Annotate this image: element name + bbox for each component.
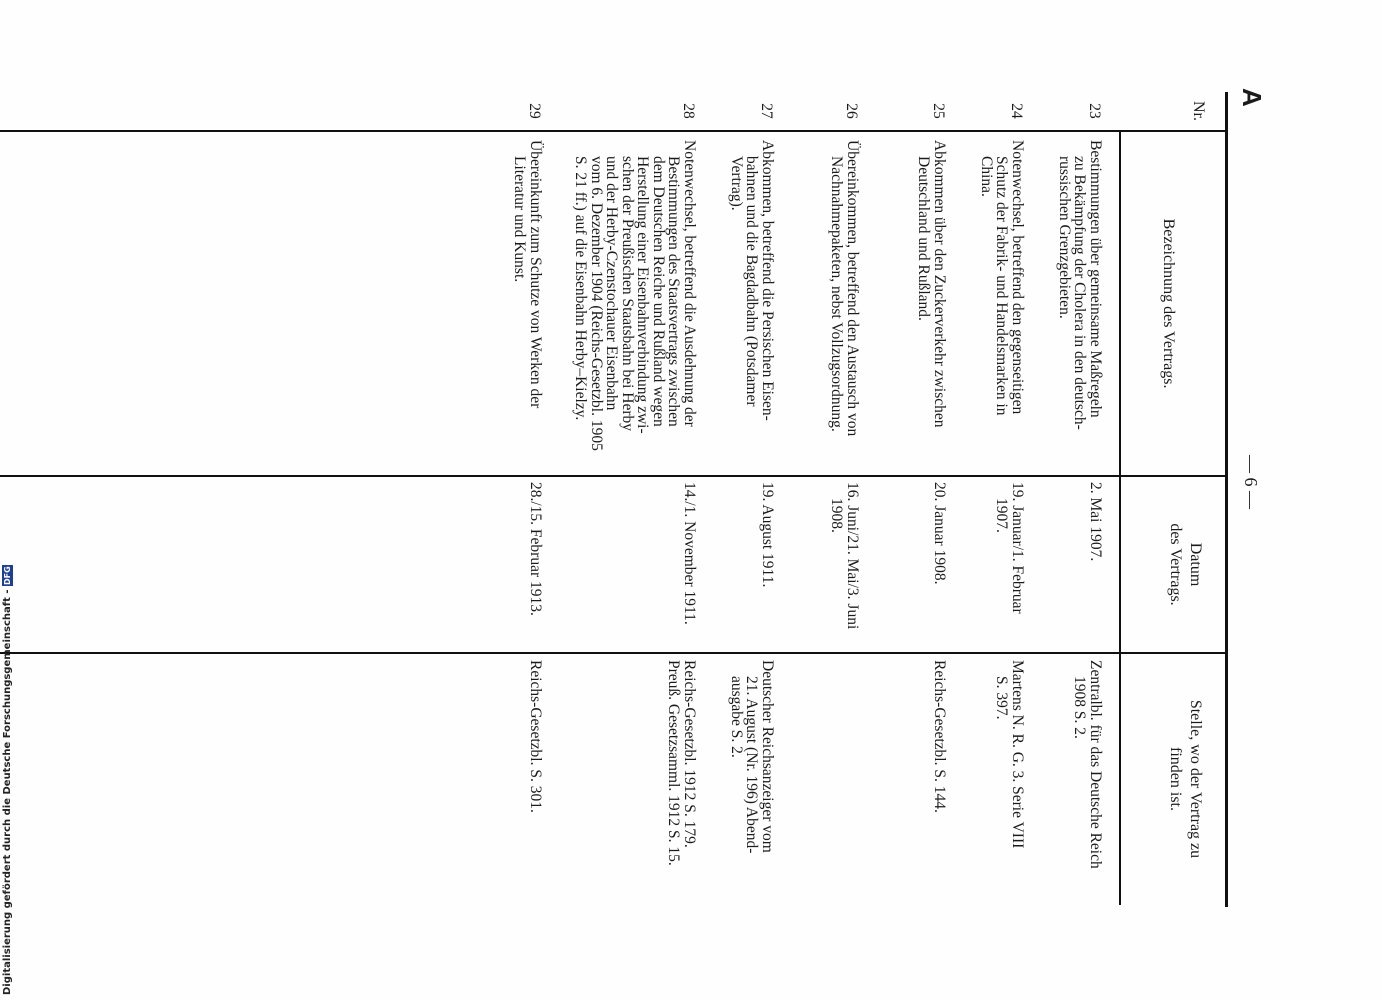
row-27-stelle-line: Deutscher Reichsanzeiger vom — [759, 660, 776, 853]
row-27-bez-line: Vertrag). — [728, 156, 745, 211]
header-bezeichnung: Bezeichnung des Vertrags. — [1160, 218, 1177, 389]
row-28-bez-line: schen der Preußischen Staatsbahn bei Herby — [619, 156, 636, 432]
row-25-datum — [932, 482, 948, 650]
row-28-nr: 28 — [680, 103, 697, 119]
row-28-bez-line: vom 6. Dezember 1904 (Reichs-Gesetzbl. 1905 — [588, 156, 605, 451]
row-25-nr: 25 — [930, 103, 947, 119]
row-28-bez-line: dem Deutschen Reiche und Rußland wegen — [650, 156, 667, 427]
row-27-stelle-line: 21. August (Nr. 196) Abend- — [743, 676, 761, 854]
row-27-datum — [760, 482, 776, 650]
header-nr: Nr. — [1190, 101, 1207, 121]
row-27-bez-line: bahnen und die Bagdadbahn (Potsdamer — [743, 156, 761, 407]
row-24-bez-line: China. — [978, 156, 995, 197]
row-26-bez-line: Nachnahmepaketen, nebst Vollzugsordnung. — [828, 156, 846, 432]
row-24-stelle — [994, 660, 1025, 900]
row-26-bez-line: Übereinkommen, betreffend den Austausch von — [844, 140, 861, 437]
rule-col-bez — [0, 475, 1225, 477]
row-29-datum-line: 28./15. Februar 1913. — [527, 482, 544, 616]
row-23-stelle-line: Zentralbl. für das Deutsche Reich — [1087, 660, 1104, 869]
row-24-stelle-line: Martens N. R. G. 3. Serie VIII — [1009, 660, 1026, 849]
row-25-bez-line: Deutschland und Rußland. — [915, 156, 933, 321]
row-26-nr: 26 — [843, 103, 860, 119]
dfg-funding-text: Digitalisierung gefördert durch die Deutsche Forschungsgemeinschaft - — [2, 589, 13, 995]
row-24-nr: 24 — [1008, 103, 1025, 119]
rule-top — [1225, 92, 1228, 907]
row-23-bez-line: russischen Grenzgebieten. — [1056, 156, 1073, 319]
header-datum-line1: Datum — [1187, 542, 1204, 587]
row-24-bez-line: Schutz der Fabrik- und Handelsmarken in — [993, 156, 1011, 416]
row-23-bezeichnung — [1057, 140, 1104, 470]
rule-col-nr — [0, 130, 1225, 132]
row-24-datum — [994, 482, 1025, 650]
row-23-bez-line: zu Bekämpfung der Cholera in den deutsch- — [1071, 156, 1089, 430]
header-stelle-line1: Stelle, wo der Vertrag zu — [1187, 699, 1204, 859]
row-27-stelle-line: ausgabe S. 2. — [728, 676, 745, 758]
row-29-bezeichnung — [512, 140, 543, 470]
header-stelle — [1165, 654, 1205, 904]
row-23-bez-line: Bestimmungen über gemeinsame Maßregeln — [1087, 140, 1104, 418]
header-datum-line2: des Vertrags. — [1167, 523, 1184, 606]
row-26-datum-line: 16. Juni/21. Mai/3. Juni — [844, 482, 861, 630]
row-23-stelle-line: 1908 S. 2. — [1071, 676, 1089, 739]
row-27-datum-line: 19. August 1911. — [759, 482, 776, 588]
row-28-bez-line: Notenwechsel, betreffend die Ausdehnung der — [681, 140, 698, 427]
rule-header-bottom — [1119, 130, 1121, 905]
row-24-datum-line: 19. Januar/1. Februar — [1009, 482, 1026, 614]
row-29-bez-line: Übereinkunft zum Schutze von Werken der — [527, 140, 544, 409]
dfg-funding-note — [2, 566, 16, 995]
row-29-stelle — [528, 660, 544, 900]
row-27-bezeichnung — [729, 140, 776, 470]
row-28-bez-line: Bestimmungen des Staatsvertrags zwischen — [665, 156, 683, 427]
row-24-bez-line: Notenwechsel, betreffend den gegenseitigen — [1009, 140, 1026, 415]
row-28-datum-line: 14./1. November 1911. — [681, 482, 698, 625]
row-26-datum-line: 1908. — [828, 498, 846, 533]
row-28-bezeichnung — [573, 140, 697, 470]
row-28-stelle — [666, 660, 697, 900]
row-24-datum-line: 1907. — [993, 498, 1011, 533]
row-28-bez-line: S. 21 ff.) auf die Eisenbahn Herby–Kielzy. — [572, 156, 590, 421]
row-25-bezeichnung — [916, 140, 947, 470]
row-23-datum — [1088, 482, 1104, 650]
row-28-stelle-line: Preuß. Gesetzsamml. 1912 S. 15. — [665, 660, 683, 866]
rule-col-datum — [0, 652, 1225, 654]
page-number: — 6 — — [1241, 455, 1261, 509]
row-29-bez-line: Literatur und Kunst. — [511, 156, 529, 283]
row-23-nr: 23 — [1086, 103, 1103, 119]
row-27-nr: 27 — [758, 103, 775, 119]
row-23-stelle — [1072, 660, 1103, 900]
row-25-bez-line: Abkommen über den Zuckerverkehr zwischen — [931, 140, 948, 428]
header-datum — [1165, 477, 1205, 652]
row-25-stelle-line: Reichs-Gesetzbl. S. 144. — [931, 660, 948, 813]
row-24-bezeichnung — [979, 140, 1026, 470]
row-29-stelle-line: Reichs-Gesetzbl. S. 301. — [527, 660, 544, 813]
dfg-logo: DFG — [3, 566, 12, 585]
row-29-datum — [528, 482, 544, 650]
row-26-bezeichnung — [829, 140, 860, 470]
row-25-datum-line: 20. Januar 1908. — [931, 482, 948, 585]
row-27-stelle — [729, 660, 776, 900]
row-28-bez-line: und der Herby-Czenstochauer Eisenbahn — [603, 156, 621, 411]
page-letter: A — [1237, 88, 1267, 107]
row-29-nr: 29 — [526, 103, 543, 119]
row-24-stelle-line: S. 397. — [993, 676, 1011, 720]
row-28-bez-line: Herstellung einer Eisenbahnverbindung zwi- — [634, 156, 652, 434]
row-28-stelle-line: Reichs-Gesetzbl. 1912 S. 179. — [681, 660, 698, 848]
row-25-stelle — [932, 660, 948, 900]
row-27-bez-line: Abkommen, betreffend die Persischen Eisen- — [759, 140, 776, 421]
row-26-datum — [829, 482, 860, 650]
row-28-datum — [682, 482, 698, 650]
header-stelle-line2: finden ist. — [1167, 747, 1184, 811]
row-23-datum-line: 2. Mai 1907. — [1087, 482, 1104, 562]
